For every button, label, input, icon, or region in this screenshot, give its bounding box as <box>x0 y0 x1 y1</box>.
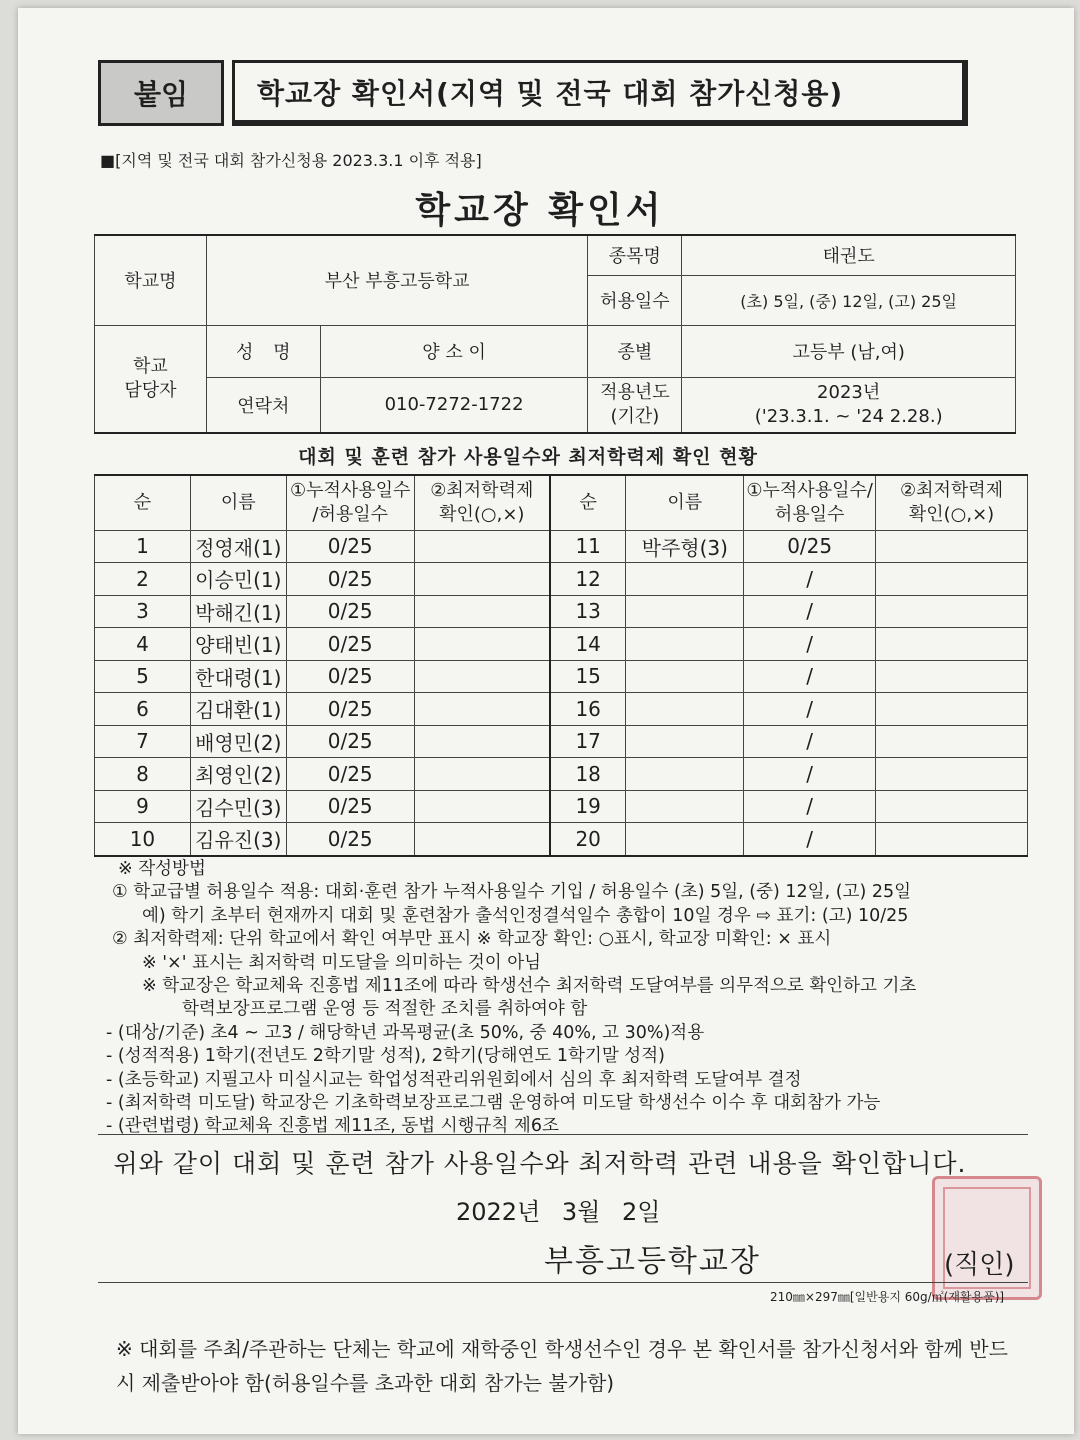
allowed-days-value: (초) 5일, (중) 12일, (고) 25일 <box>682 275 1016 325</box>
athlete-name: 김대환(1) <box>190 693 286 726</box>
athlete-name: 한대령(1) <box>190 660 286 693</box>
note-line: 학력보장프로그램 운영 등 적절한 조치를 취하여야 함 <box>182 999 588 1020</box>
athlete-days: 0/25 <box>286 628 414 661</box>
athlete-check <box>414 758 550 791</box>
athlete-days: / <box>744 563 876 596</box>
page-title: 학교장 확인서 <box>415 190 665 231</box>
athlete-check <box>876 530 1028 563</box>
header-check-right: ②최저학력제 확인(○,×) <box>876 475 1028 530</box>
athlete-name <box>626 595 744 628</box>
table-row <box>95 563 1028 596</box>
athlete-days: 0/25 <box>286 725 414 758</box>
issue-date: 2022년 3월 2일 <box>456 1198 661 1226</box>
athlete-days: / <box>744 725 876 758</box>
note-line: - (성적적용) 1학기(전년도 2학기말 성적), 2학기(당해연도 1학기말 성적) <box>106 1046 665 1067</box>
name-value: 양 소 이 <box>320 325 588 377</box>
table-row <box>95 530 1028 563</box>
table-row <box>95 660 1028 693</box>
divider <box>98 1134 1028 1135</box>
athlete-check <box>876 660 1028 693</box>
note-line: - (대상/기준) 초4 ~ 고3 / 해당학년 과목평균(초 50%, 중 40%, 고 30%)적용 <box>106 1022 705 1043</box>
athlete-days: / <box>744 693 876 726</box>
athlete-name <box>626 823 744 856</box>
athlete-no: 7 <box>95 725 191 758</box>
sport-label: 종목명 <box>588 235 682 275</box>
athlete-check <box>414 595 550 628</box>
athlete-days: / <box>744 790 876 823</box>
athlete-name: 김수민(3) <box>190 790 286 823</box>
table-row <box>95 823 1028 856</box>
athlete-no: 2 <box>95 563 191 596</box>
athlete-name: 정영재(1) <box>190 530 286 563</box>
seal-label: (직인) <box>944 1250 1015 1280</box>
athlete-check <box>414 628 550 661</box>
athlete-no: 8 <box>95 758 191 791</box>
athlete-no: 5 <box>95 660 191 693</box>
athlete-no: 10 <box>95 823 191 856</box>
note-line: ※ 학교장은 학교체육 진흥법 제11조에 따라 학생선수 최저학력 도달여부를 의무적으로 확인하고 기초 <box>142 976 917 997</box>
paper-spec: 210㎜×297㎜[일반용지 60g/㎡(재활용품)] <box>770 1290 1005 1304</box>
confirmation-statement: 위와 같이 대회 및 훈련 참가 사용일수와 최저학력 관련 내용을 확인합니다. <box>113 1149 967 1178</box>
contact-value: 010-7272-1722 <box>320 377 588 433</box>
athlete-name <box>626 758 744 791</box>
athlete-no: 3 <box>95 595 191 628</box>
athlete-name <box>626 628 744 661</box>
instructions <box>106 858 1042 1139</box>
category-label: 종별 <box>588 325 682 377</box>
note-line: 예) 학기 초부터 현재까지 대회 및 훈련참가 출석인정결석일수 총합이 10일 경우 ⇨ 표기: (고) 10/25 <box>142 905 909 926</box>
allowed-days-label: 허용일수 <box>588 275 682 325</box>
athlete-name <box>626 790 744 823</box>
athlete-days: / <box>744 823 876 856</box>
athlete-no: 17 <box>550 725 626 758</box>
header-days-left: ①누적사용일수 /허용일수 <box>286 475 414 530</box>
athlete-no: 6 <box>95 693 191 726</box>
school-value: 부산 부흥고등학교 <box>206 235 588 325</box>
athlete-name: 박해긴(1) <box>190 595 286 628</box>
athlete-no: 20 <box>550 823 626 856</box>
athlete-days: / <box>744 595 876 628</box>
sport-value: 태권도 <box>682 235 1016 275</box>
athlete-name: 김유진(3) <box>190 823 286 856</box>
athlete-name: 양태빈(1) <box>190 628 286 661</box>
athlete-days: 0/25 <box>744 530 876 563</box>
athlete-name: 이승민(1) <box>190 563 286 596</box>
manager-label: 학교 담당자 <box>95 325 207 433</box>
school-info-table <box>94 234 1016 434</box>
table-row <box>95 758 1028 791</box>
athlete-days: 0/25 <box>286 595 414 628</box>
athlete-no: 12 <box>550 563 626 596</box>
athlete-check <box>414 563 550 596</box>
header-name-right: 이름 <box>626 475 744 530</box>
athlete-check <box>876 693 1028 726</box>
athlete-no: 1 <box>95 530 191 563</box>
year-value: 2023년 <box>817 381 881 403</box>
athlete-check <box>876 790 1028 823</box>
header-days-right: ①누적사용일수/ 허용일수 <box>744 475 876 530</box>
table-row <box>95 628 1028 661</box>
athlete-name <box>626 693 744 726</box>
athlete-days: 0/25 <box>286 530 414 563</box>
athlete-days: 0/25 <box>286 660 414 693</box>
athlete-check <box>876 563 1028 596</box>
athlete-days: / <box>744 628 876 661</box>
attachment-badge: 붙임 <box>98 60 224 126</box>
note-line: - (관련법령) 학교체육 진흥법 제11조, 동법 시행규칙 제6조 <box>106 1116 559 1137</box>
athlete-check <box>876 595 1028 628</box>
table-row <box>95 790 1028 823</box>
header-no-left: 순 <box>95 475 191 530</box>
athlete-name: 최영인(2) <box>190 758 286 791</box>
athlete-check <box>414 725 550 758</box>
athlete-no: 14 <box>550 628 626 661</box>
note-heading: ※ 작성방법 <box>118 859 206 879</box>
athlete-check <box>414 823 550 856</box>
athlete-days: 0/25 <box>286 758 414 791</box>
header-check-left: ②최저학력제 확인(○,×) <box>414 475 550 530</box>
athlete-no: 13 <box>550 595 626 628</box>
header-title: 학교장 확인서(지역 및 전국 대회 참가신청용) <box>232 60 968 126</box>
school-label: 학교명 <box>95 235 207 325</box>
athlete-name <box>626 563 744 596</box>
athlete-no: 9 <box>95 790 191 823</box>
athlete-check <box>414 660 550 693</box>
athlete-check <box>876 758 1028 791</box>
athlete-table <box>94 474 1028 857</box>
athlete-check <box>876 628 1028 661</box>
athlete-check <box>876 823 1028 856</box>
applicability-note: ■[지역 및 전국 대회 참가신청용 2023.3.1 이후 적용] <box>100 151 482 170</box>
athlete-check <box>876 725 1028 758</box>
note-line: ① 학교급별 허용일수 적용: 대회·훈련 참가 누적사용일수 기입 / 허용일수 (초) 5일, (중) 12일, (고) 25일 <box>112 882 912 903</box>
table-row <box>95 693 1028 726</box>
table-row <box>95 725 1028 758</box>
athlete-no: 15 <box>550 660 626 693</box>
note-line: - (초등학교) 지필고사 미실시교는 학업성적관리위원회에서 심의 후 최저학력 도달여부 결정 <box>106 1069 802 1090</box>
category-value: 고등부 (남,여) <box>682 325 1016 377</box>
athlete-check <box>414 790 550 823</box>
contact-label: 연락처 <box>206 377 320 433</box>
athlete-check <box>414 530 550 563</box>
period-value: ('23.3.1. ~ '24 2.28.) <box>754 405 943 427</box>
table-row <box>95 595 1028 628</box>
athlete-check <box>414 693 550 726</box>
section-title: 대회 및 훈련 참가 사용일수와 최저학력제 확인 현황 <box>298 446 758 468</box>
athlete-no: 4 <box>95 628 191 661</box>
name-label: 성 명 <box>206 325 320 377</box>
athlete-name <box>626 725 744 758</box>
note-line: - (최저학력 미도달) 학교장은 기초학력보장프로그램 운영하여 미도달 학생선수 이수 후 대회참가 가능 <box>106 1093 881 1114</box>
athlete-no: 19 <box>550 790 626 823</box>
athlete-days: 0/25 <box>286 790 414 823</box>
athlete-no: 16 <box>550 693 626 726</box>
athlete-name: 박주형(3) <box>626 530 744 563</box>
athlete-days: 0/25 <box>286 693 414 726</box>
athlete-days: / <box>744 758 876 791</box>
year-cell <box>682 377 1016 433</box>
athlete-no: 18 <box>550 758 626 791</box>
year-label: 적용년도 (기간) <box>588 377 682 433</box>
athlete-days: / <box>744 660 876 693</box>
athlete-days: 0/25 <box>286 563 414 596</box>
note-line: ※ '×' 표시는 최저학력 미도달을 의미하는 것이 아님 <box>142 952 542 973</box>
footnote: ※ 대회를 주최/주관하는 단체는 학교에 재학중인 학생선수인 경우 본 확인서를 참가신청서와 함께 반드시 제출받아야 함(허용일수를 초과한 대회 참가는 불가함) <box>116 1337 1008 1395</box>
athlete-name: 배영민(2) <box>190 725 286 758</box>
header-no-right: 순 <box>550 475 626 530</box>
principal-title: 부흥고등학교장 <box>544 1244 761 1279</box>
athlete-days: 0/25 <box>286 823 414 856</box>
athlete-no: 11 <box>550 530 626 563</box>
athlete-name <box>626 660 744 693</box>
note-line: ② 최저학력제: 단위 학교에서 확인 여부만 표시 ※ 학교장 확인: ○표시, 학교장 미확인: × 표시 <box>112 929 832 950</box>
header-name-left: 이름 <box>190 475 286 530</box>
divider <box>98 1282 1028 1283</box>
